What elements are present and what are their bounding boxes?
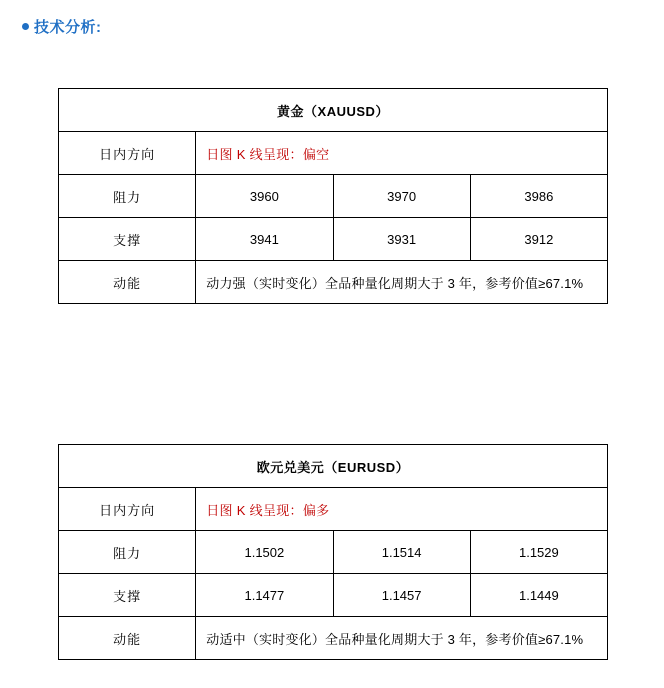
euro-support-2: 1.1457 xyxy=(333,574,470,617)
euro-momentum-value: 动适中（实时变化）全品种量化周期大于 3 年，参考价值≥67.1% xyxy=(196,617,608,660)
gold-analysis-table xyxy=(58,88,608,304)
euro-direction-label: 日内方向 xyxy=(59,488,196,531)
table-row xyxy=(59,175,608,218)
gold-support-1: 3941 xyxy=(196,218,333,261)
euro-resistance-1: 1.1502 xyxy=(196,531,333,574)
section-heading-label: 技术分析: xyxy=(34,19,102,36)
table-row xyxy=(59,574,608,617)
euro-support-1: 1.1477 xyxy=(196,574,333,617)
table-row xyxy=(59,531,608,574)
euro-table-container xyxy=(58,444,608,660)
gold-table-container xyxy=(58,88,608,304)
gold-direction-label: 日内方向 xyxy=(59,132,196,175)
gold-resistance-3: 3986 xyxy=(470,175,607,218)
gold-resistance-1: 3960 xyxy=(196,175,333,218)
gold-momentum-value: 动力强（实时变化）全品种量化周期大于 3 年，参考价值≥67.1% xyxy=(196,261,608,304)
euro-momentum-label: 动能 xyxy=(59,617,196,660)
table-row xyxy=(59,89,608,132)
gold-table-title: 黄金（XAUUSD） xyxy=(59,89,608,132)
table-row xyxy=(59,132,608,175)
gold-momentum-label: 动能 xyxy=(59,261,196,304)
euro-direction-value: 日图 K 线呈现：偏多 xyxy=(196,488,608,531)
euro-support-label: 支撑 xyxy=(59,574,196,617)
table-row xyxy=(59,617,608,660)
table-row xyxy=(59,445,608,488)
gold-resistance-label: 阻力 xyxy=(59,175,196,218)
gold-support-label: 支撑 xyxy=(59,218,196,261)
table-row xyxy=(59,218,608,261)
section-heading xyxy=(22,16,102,37)
euro-resistance-3: 1.1529 xyxy=(470,531,607,574)
euro-support-3: 1.1449 xyxy=(470,574,607,617)
gold-support-2: 3931 xyxy=(333,218,470,261)
euro-resistance-label: 阻力 xyxy=(59,531,196,574)
gold-resistance-2: 3970 xyxy=(333,175,470,218)
gold-support-3: 3912 xyxy=(470,218,607,261)
euro-resistance-2: 1.1514 xyxy=(333,531,470,574)
euro-analysis-table xyxy=(58,444,608,660)
euro-table-title: 欧元兑美元（EURUSD） xyxy=(59,445,608,488)
table-row xyxy=(59,261,608,304)
table-row xyxy=(59,488,608,531)
gold-direction-value: 日图 K 线呈现：偏空 xyxy=(196,132,608,175)
bullet-icon xyxy=(22,23,29,30)
